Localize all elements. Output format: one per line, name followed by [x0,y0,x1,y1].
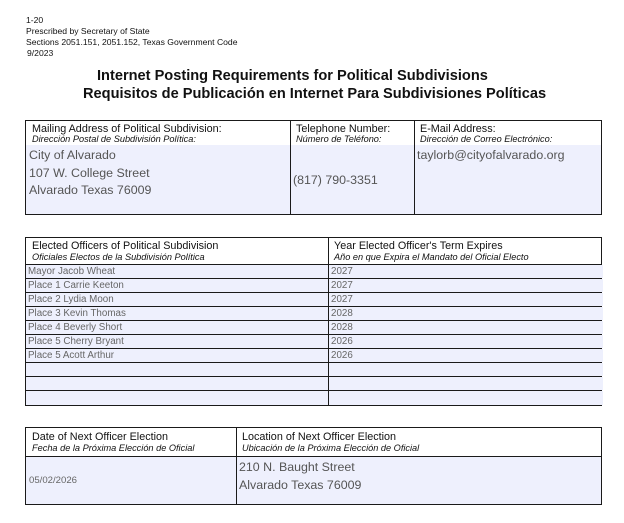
term-year-field[interactable]: 2027 [329,279,603,292]
officer-name-field[interactable]: Mayor Jacob Wheat [26,265,330,278]
revision-date: 9/2023 [27,48,54,58]
mailing-line-3: Alvarado Texas 76009 [29,183,152,197]
election-location-header [237,428,601,456]
term-year-field[interactable]: 2027 [329,265,603,278]
term-year-field[interactable] [329,391,603,405]
location-label-en: Location of Next Officer Election [242,431,397,443]
officer-name-field[interactable]: Place 5 Acott Arthur [26,349,330,362]
phone-cell [291,121,414,214]
date-label-en: Date of Next Officer Election [32,431,169,443]
mailing-label-en: Mailing Address of Political Subdivision: [32,123,222,135]
election-section [25,427,602,505]
location-line-2: Alvarado Texas 76009 [239,478,362,492]
table-row [26,363,601,376]
table-row [26,377,601,390]
form-number: 1-20 [26,15,44,25]
table-row [26,279,601,292]
mailing-address-field[interactable] [26,145,290,214]
mailing-address-cell [26,121,290,214]
officer-name-field[interactable]: Place 1 Carrie Keeton [26,279,330,292]
col2-label-en: Year Elected Officer's Term Expires [334,240,503,252]
mailing-line-2: 107 W. College Street [29,166,150,180]
date-label-es: Fecha de la Próxima Elección de Oficial [32,443,195,453]
table-row [26,265,601,278]
election-location-field[interactable] [237,457,601,504]
form-meta [26,15,238,59]
election-date-value: 05/02/2026 [29,475,78,486]
term-year-field[interactable] [329,377,603,390]
phone-value: (817) 790-3351 [293,173,378,187]
officer-name-field[interactable] [26,363,330,376]
officer-name-field[interactable] [26,391,330,405]
term-year-field[interactable]: 2027 [329,293,603,306]
location-line-1: 210 N. Baught Street [239,460,355,474]
location-label-es: Ubicación de la Próxima Elección de Oficial [242,443,420,453]
col1-label-en: Elected Officers of Political Subdivision [32,240,219,252]
officers-table [25,237,602,406]
officer-name-field[interactable]: Place 3 Kevin Thomas [26,307,330,320]
officers-header-year [329,238,601,264]
email-label-es: Dirección de Correo Electrónico: [420,134,553,144]
officer-name-field[interactable]: Place 2 Lydia Moon [26,293,330,306]
election-date-header [26,428,236,456]
email-cell [415,121,601,214]
page-title-english: Internet Posting Requirements for Political Subdivisions [97,68,488,84]
phone-field[interactable] [291,145,414,214]
statute-sections: Sections 2051.151, 2051.152, Texas Government Code [26,37,238,47]
table-row [26,307,601,320]
mailing-label-es: Dirección Postal de Subdivisión Política: [32,134,196,144]
page-title-spanish: Requisitos de Publicación en Internet Para Subdivisiones Políticas [83,86,547,102]
email-value: taylorb@cityofalvarado.org [417,148,565,162]
prescribed-by: Prescribed by Secretary of State [26,26,150,36]
table-row [26,391,601,405]
term-year-field[interactable]: 2028 [329,307,603,320]
table-row [26,349,601,362]
term-year-field[interactable]: 2026 [329,335,603,348]
phone-label-es: Número de Teléfono: [296,134,382,144]
contact-section [25,120,602,215]
email-field[interactable] [415,145,601,214]
election-date-field[interactable] [26,457,236,504]
col2-label-es: Año en que Expira el Mandato del Oficial Electo [334,252,529,262]
term-year-field[interactable]: 2026 [329,349,603,362]
officers-header-name [26,238,328,264]
officer-name-field[interactable]: Place 4 Beverly Short [26,321,330,334]
table-row [26,321,601,334]
table-row [26,335,601,348]
email-label-en: E-Mail Address: [420,123,496,135]
col1-label-es: Oficiales Electos de la Subdivisión Política [32,252,205,262]
term-year-field[interactable]: 2028 [329,321,603,334]
officer-name-field[interactable] [26,377,330,390]
officer-name-field[interactable]: Place 5 Cherry Bryant [26,335,330,348]
mailing-line-1: City of Alvarado [29,148,116,162]
phone-label-en: Telephone Number: [296,123,391,135]
table-row [26,293,601,306]
column-divider [328,238,329,405]
term-year-field[interactable] [329,363,603,376]
